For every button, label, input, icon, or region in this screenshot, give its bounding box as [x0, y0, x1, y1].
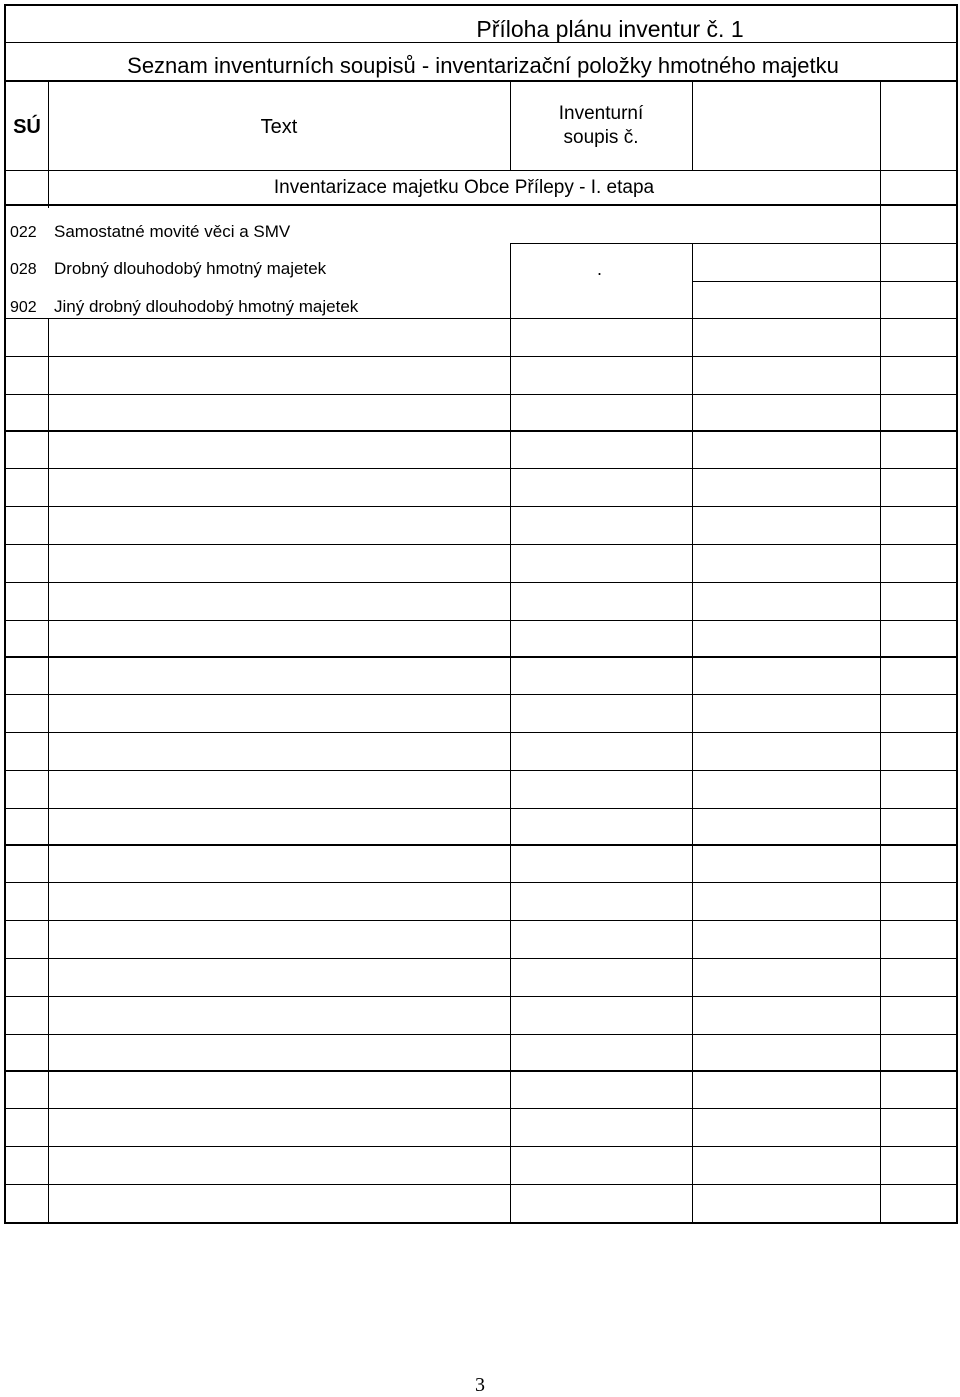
account-code: 022 [10, 224, 37, 241]
grid-line [692, 281, 958, 282]
grid-line [880, 208, 881, 1222]
grid-line [510, 243, 958, 244]
grid-line [4, 468, 958, 469]
grid-line [4, 356, 958, 357]
column-header-inventory-line2: soupis č. [563, 127, 639, 148]
page-subtitle: Seznam inventurních soupisů - inventarizační položky hmotného majetku [127, 53, 839, 78]
grid-line [4, 1184, 958, 1185]
grid-line [4, 42, 958, 43]
grid-line [4, 1070, 958, 1072]
column-header-inventory-line1: Inventurní [558, 103, 644, 124]
account-text: Drobný dlouhodobý hmotný majetek [54, 259, 327, 278]
grid-line [4, 1108, 958, 1109]
grid-line [4, 770, 958, 771]
grid-line [4, 394, 958, 395]
grid-line [4, 506, 958, 507]
grid-line [4, 732, 958, 733]
page-number: 3 [475, 1374, 485, 1396]
grid-line [4, 996, 958, 997]
grid-line [880, 80, 881, 208]
grid-line [4, 170, 958, 171]
grid-line [4, 694, 958, 695]
grid-line [4, 882, 958, 883]
grid-line [4, 656, 958, 658]
grid-line [4, 204, 958, 206]
grid-line [4, 920, 958, 921]
grid-line [4, 318, 958, 319]
grid-line [4, 1146, 958, 1147]
grid-line [692, 80, 693, 170]
grid-line [4, 582, 958, 583]
column-header-text: Text [260, 116, 298, 138]
row-mark: . [597, 259, 603, 279]
grid-line [4, 620, 958, 621]
grid-line [4, 80, 958, 82]
section-title: Inventarizace majetku Obce Přílepy - I. etapa [273, 177, 655, 198]
account-code: 902 [10, 299, 37, 316]
grid-line [510, 80, 511, 170]
grid-line [4, 1034, 958, 1035]
column-header-su: SÚ [13, 116, 41, 138]
grid-line [4, 430, 958, 432]
grid-line [4, 544, 958, 545]
grid-line [4, 808, 958, 809]
grid-line [48, 318, 49, 1222]
grid-line [4, 844, 958, 846]
page-title: Příloha plánu inventur č. 1 [476, 16, 744, 42]
grid-line [4, 958, 958, 959]
account-text: Samostatné movité věci a SMV [54, 222, 291, 241]
grid-line [510, 243, 511, 1222]
account-text: Jiný drobný dlouhodobý hmotný majetek [54, 297, 359, 316]
account-code: 028 [10, 261, 37, 278]
grid-line [692, 243, 693, 1222]
grid-line [48, 80, 49, 208]
